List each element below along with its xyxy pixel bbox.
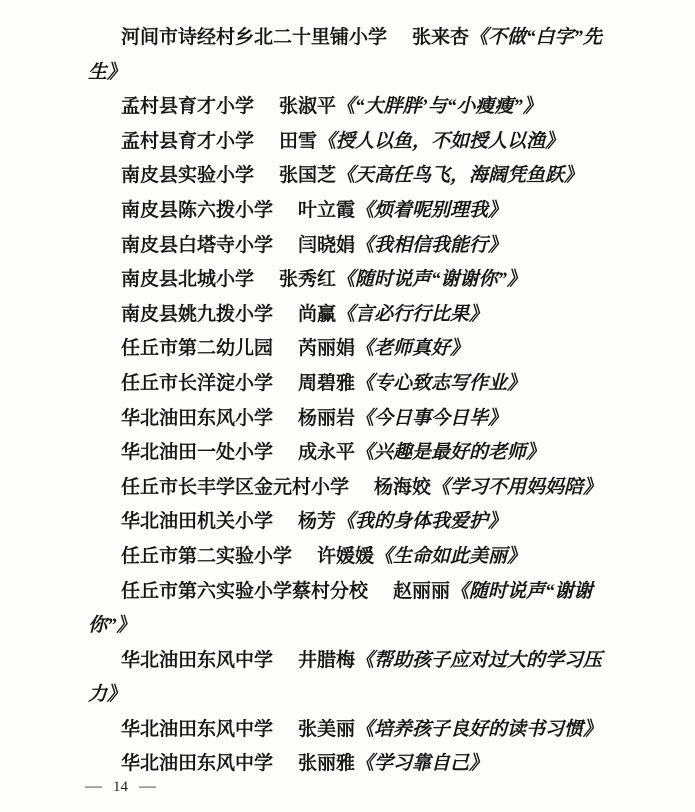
entry-school-name: 任丘市第二实验小学 <box>121 545 293 567</box>
entry-row <box>88 90 609 125</box>
entry-teacher-name: 杨丽岩 <box>298 407 356 429</box>
entry-teacher-name: 张丽雅 <box>298 753 356 775</box>
entry-teacher-name: 周碧雅 <box>298 372 356 394</box>
entry-row <box>88 21 609 90</box>
entry-school-name: 南皮县姚九拨小学 <box>121 303 274 325</box>
entry-school-name: 华北油田一处小学 <box>121 442 274 464</box>
entry-work-title: 《言必行行比果》 <box>336 303 489 325</box>
entry-school-name: 南皮县北城小学 <box>121 269 255 291</box>
entry-row <box>88 471 609 506</box>
entry-teacher-name: 闫晓娟 <box>298 234 356 256</box>
entry-teacher-name: 杨海姣 <box>374 476 432 498</box>
entry-row <box>88 540 609 575</box>
entry-teacher-name: 芮丽娟 <box>298 338 356 360</box>
entry-school-name: 华北油田东风中学 <box>121 753 274 775</box>
entry-work-title: 《我相信我能行》 <box>355 234 508 256</box>
entry-school-name: 南皮县白塔寺小学 <box>121 234 274 256</box>
entry-school-name: 河间市诗经村乡北二十里铺小学 <box>121 27 388 48</box>
entry-row <box>88 332 609 367</box>
entry-row <box>88 159 609 194</box>
entry-teacher-name: 田雪 <box>279 130 318 152</box>
entry-work-title: 《随时说声“谢谢你”》 <box>336 269 527 291</box>
entry-row <box>88 125 609 160</box>
entry-teacher-name: 张秀红 <box>279 269 337 291</box>
entry-school-name: 任丘市长洋淀小学 <box>121 372 274 394</box>
entry-teacher-name: 叶立霞 <box>298 199 356 221</box>
entry-teacher-name: 尚赢 <box>298 303 337 325</box>
entry-row <box>88 505 609 540</box>
entry-work-title: 《不做“白字”先生》 <box>88 27 603 83</box>
award-entry-list <box>88 21 609 782</box>
entry-school-name: 南皮县实验小学 <box>121 165 255 187</box>
footer-dash-left: — <box>85 776 102 795</box>
entry-teacher-name: 张美丽 <box>298 718 356 740</box>
page-footer <box>85 776 156 797</box>
entry-work-title: 《培养孩子良好的读书习惯》 <box>355 718 603 740</box>
entry-teacher-name: 赵丽丽 <box>393 580 451 602</box>
entry-row <box>88 263 609 298</box>
entry-row <box>88 575 609 644</box>
entry-row <box>88 229 609 264</box>
entry-teacher-name: 杨芳 <box>298 511 337 533</box>
entry-work-title: 《老师真好》 <box>355 338 470 360</box>
entry-work-title: 《授人以鱼，不如授人以渔》 <box>317 130 565 152</box>
entry-row <box>88 713 609 748</box>
entry-school-name: 华北油田东风中学 <box>121 718 274 740</box>
entry-work-title: 《今日事今日毕》 <box>355 407 508 429</box>
entry-row <box>88 367 609 402</box>
entry-work-title: 《兴趣是最好的老师》 <box>355 442 546 464</box>
entry-row <box>88 644 609 713</box>
entry-school-name: 南皮县陈六拨小学 <box>121 199 274 221</box>
entry-work-title: 《烦着呢别理我》 <box>355 199 508 221</box>
entry-work-title: 《“大胖胖’与“小瘦瘦”》 <box>336 96 542 118</box>
entry-school-name: 华北油田东风中学 <box>121 649 274 671</box>
entry-school-name: 孟村县育才小学 <box>121 130 255 152</box>
entry-teacher-name: 成永平 <box>298 442 356 464</box>
entry-teacher-name: 井腊梅 <box>298 649 356 671</box>
entry-work-title: 《专心致志写作业》 <box>355 372 527 394</box>
entry-school-name: 任丘市第六实验小学蔡村分校 <box>121 580 369 602</box>
entry-row <box>88 194 609 229</box>
entry-school-name: 任丘市第二幼儿园 <box>121 338 274 360</box>
entry-teacher-name: 张来杏 <box>412 27 470 48</box>
entry-teacher-name: 张淑平 <box>279 96 337 118</box>
entry-work-title: 《随时说声“谢谢你”》 <box>88 580 593 637</box>
entry-work-title: 《天高任鸟飞，海阔凭鱼跃》 <box>336 165 584 187</box>
entry-teacher-name: 许媛媛 <box>317 545 375 567</box>
entry-teacher-name: 张国芝 <box>279 165 337 187</box>
page-number: 14 <box>113 779 128 795</box>
entry-row <box>88 747 609 782</box>
entry-work-title: 《学习不用妈妈陪》 <box>431 476 603 498</box>
footer-dash-right: — <box>139 776 156 795</box>
entry-work-title: 《生命如此美丽》 <box>374 545 527 567</box>
entry-work-title: 《学习靠自己》 <box>355 753 489 775</box>
entry-row <box>88 402 609 437</box>
entry-work-title: 《帮助孩子应对过大的学习压力》 <box>88 649 603 706</box>
entry-school-name: 华北油田东风小学 <box>121 407 274 429</box>
entry-row <box>88 298 609 333</box>
entry-row <box>88 436 609 471</box>
entry-work-title: 《我的身体我爱护》 <box>336 511 508 533</box>
entry-school-name: 任丘市长丰学区金元村小学 <box>121 476 350 498</box>
entry-school-name: 华北油田机关小学 <box>121 511 274 533</box>
entry-school-name: 孟村县育才小学 <box>121 96 255 118</box>
